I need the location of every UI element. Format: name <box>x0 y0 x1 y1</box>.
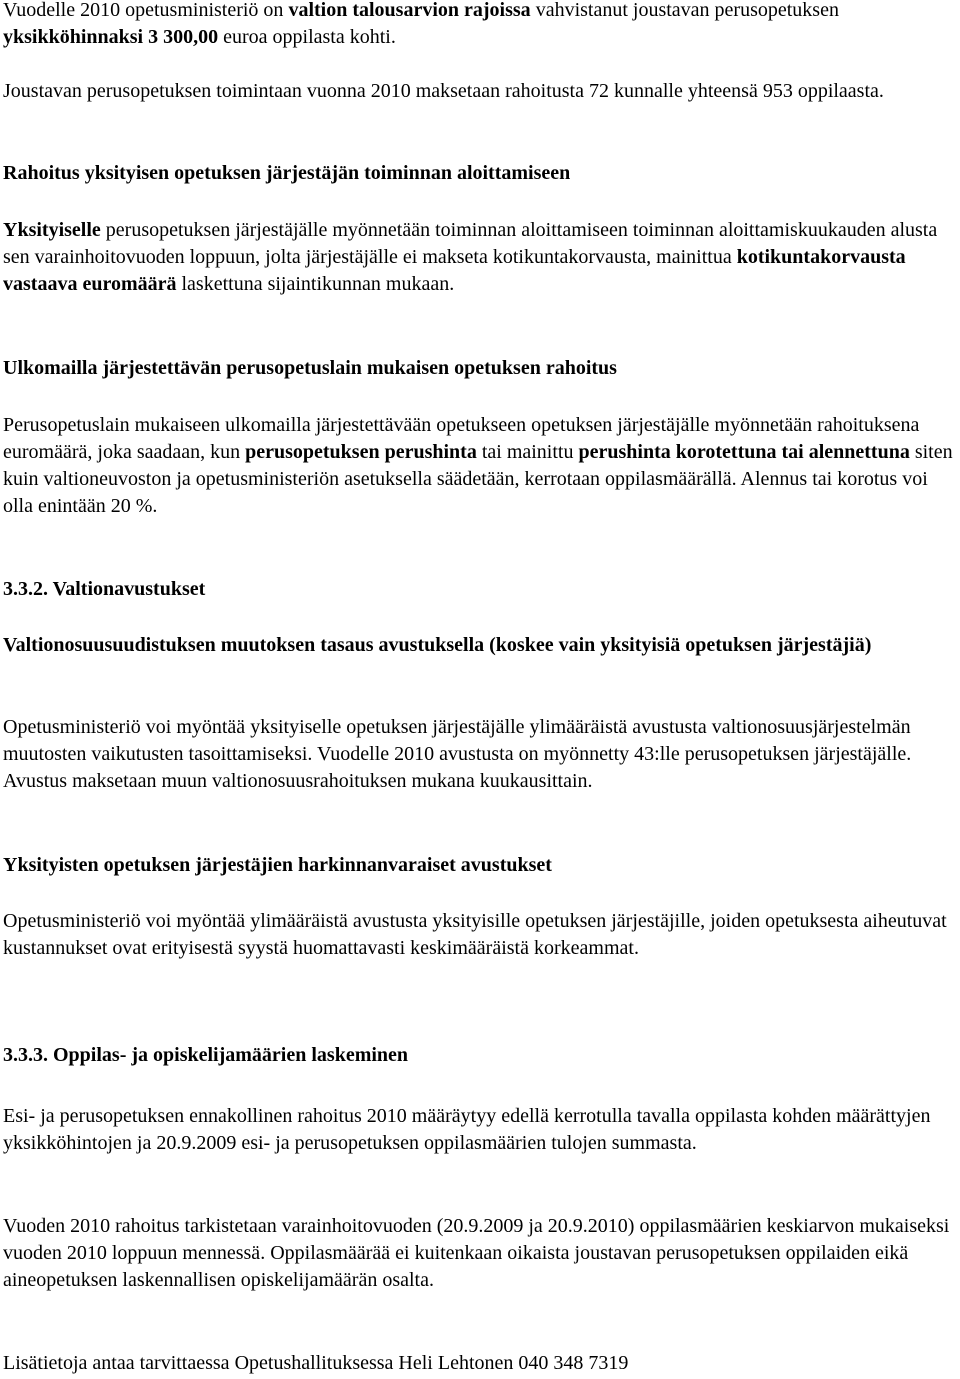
paragraph-reform-compensation: Opetusministeriö voi myöntää yksityiselle opetuksen järjestäjälle ylimääräistä avustusta valtionosuusjärjestelmän muutosten vaikutusten tasoittamiseksi. Vuodelle 2010 avustusta on myönnetty 43:lle perusopetuksen järjestäjälle. Avustus maksetaan muun valtionosuusrahoituksen mukana kuukausittain. <box>3 716 912 792</box>
paragraph-contact-info: Lisätietoja antaa tarvittaessa Opetushallituksessa Heli Lehtonen 040 348 7319 <box>3 1352 629 1374</box>
heading-section-332: 3.3.2. Valtionavustukset <box>3 578 206 600</box>
heading-startup-funding: Rahoitus yksityisen opetuksen järjestäjän toiminnan aloittamiseen <box>3 162 571 184</box>
paragraph-discretionary-grants: Opetusministeriö voi myöntää ylimääräistä avustusta yksityisille opetuksen järjestäjille, joiden opetuksesta aiheutuvat kustannukset ovat erityisestä syystä huomattavasti keskimääräistä korkeammat. <box>3 910 947 959</box>
paragraph-abroad-funding: Perusopetuslain mukaiseen ulkomailla järjestettävään opetukseen opetuksen järjestäjälle myönnetään rahoituksena euromäärä, joka saadaan, kun perusopetuksen perushinta tai mainittu perushinta korotettuna tai alennettuna siten kuin valtioneuvoston ja opetusministeriön asetuksella säädetään, kerrotaan oppilasmäärällä. Alennus tai korotus voi olla enintään 20 %. <box>3 414 953 517</box>
paragraph-private-organizer: Yksityiselle perusopetuksen järjestäjälle myönnetään toiminnan aloittamiseen toiminnan aloittamiskuukauden alusta sen varainhoitovuoden loppuun, jolta järjestäjälle ei makseta kotikuntakorvausta, mainittua kotikuntakorvausta vastaava euromäärä laskettuna sijaintikunnan mukaan. <box>3 219 938 295</box>
paragraph-advance-funding: Esi- ja perusopetuksen ennakollinen rahoitus 2010 määräytyy edellä kerrotulla tavalla oppilasta kohden määrättyjen yksikköhintojen ja 20.9.2009 esi- ja perusopetuksen oppilasmäärien tulojen summasta. <box>3 1105 931 1154</box>
paragraph-unit-price: Vuodelle 2010 opetusministeriö on valtion talousarvion rajoissa vahvistanut joustavan perusopetuksen yksikköhinnaksi 3 300,00 euroa oppilasta kohti. <box>3 0 839 48</box>
heading-section-333: 3.3.3. Oppilas- ja opiskelijamäärien laskeminen <box>3 1044 409 1066</box>
paragraph-funding-review: Vuoden 2010 rahoitus tarkistetaan varainhoitovuoden (20.9.2009 ja 20.9.2010) oppilasmäärien keskiarvon mukaiseksi vuoden 2010 loppuun mennessä. Oppilasmäärää ei kuitenkaan oikaista joustavan perusopetuksen oppilaiden eikä aineopetuksen laskennallisen opiskelijamäärän osalta. <box>3 1215 950 1291</box>
paragraph-funding-2010: Joustavan perusopetuksen toimintaan vuonna 2010 maksetaan rahoitusta 72 kunnalle yhteensä 953 oppilaasta. <box>3 80 884 102</box>
heading-discretionary-grants: Yksityisten opetuksen järjestäjien harkinnanvaraiset avustukset <box>3 854 552 876</box>
heading-abroad-funding: Ulkomailla järjestettävän perusopetuslain mukaisen opetuksen rahoitus <box>3 357 617 379</box>
heading-reform-compensation: Valtionosuusuudistuksen muutoksen tasaus avustuksella (koskee vain yksityisiä opetuksen järjestäjiä) <box>3 634 872 656</box>
